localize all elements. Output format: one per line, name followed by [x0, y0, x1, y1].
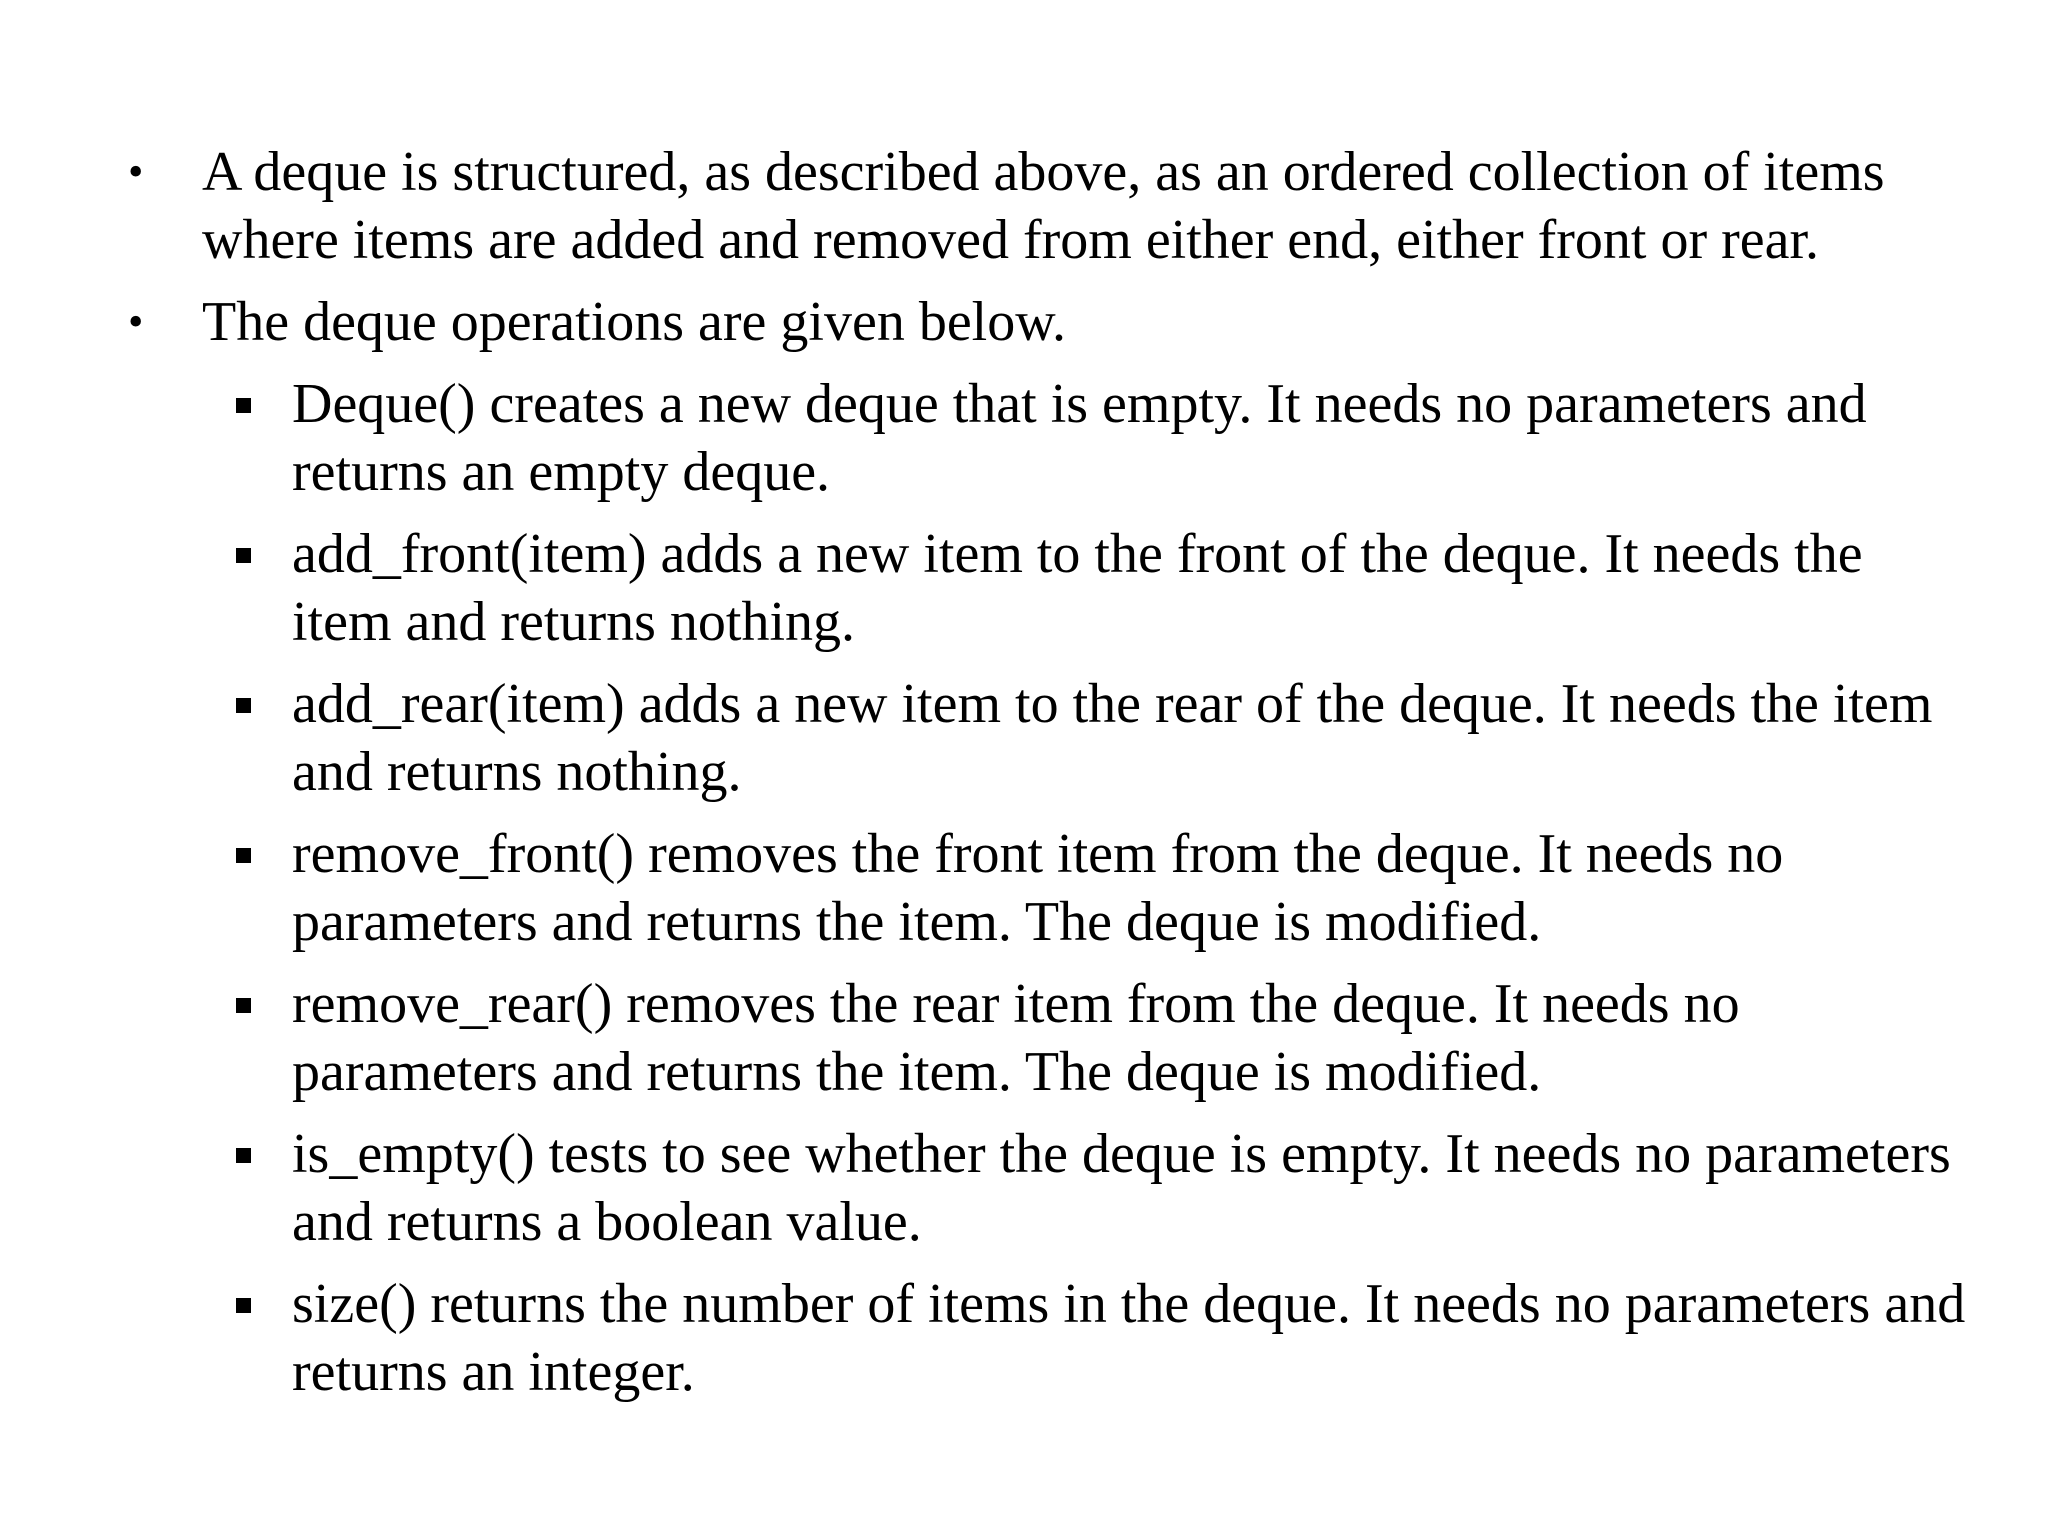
square-bullet-icon	[236, 848, 251, 863]
operation-item-add-front	[0, 520, 1972, 656]
operation-item-remove-rear	[0, 970, 1972, 1106]
operation-text: Deque() creates a new deque that is empty. It needs no parameters and returns an empty deque.	[292, 373, 1867, 503]
bullet-item-operations-intro	[0, 288, 1962, 356]
operation-text: size() returns the number of items in the deque. It needs no parameters and returns an integer.	[292, 1273, 1966, 1403]
square-bullet-icon	[236, 398, 251, 413]
square-bullet-icon	[236, 1298, 251, 1313]
bullet-dot-icon: •	[128, 297, 144, 346]
bullet-item-deque-structure	[0, 138, 1962, 274]
operation-item-is-empty	[0, 1120, 1972, 1256]
operation-item-remove-front	[0, 820, 1972, 956]
bullet-text: The deque operations are given below.	[202, 291, 1067, 353]
operation-text: add_front(item) adds a new item to the front of the deque. It needs the item and returns nothing.	[292, 523, 1863, 653]
bullet-list	[0, 138, 2048, 1420]
operation-item-deque	[0, 370, 1972, 506]
bullet-dot-icon: •	[128, 147, 144, 196]
operation-text: is_empty() tests to see whether the deque is empty. It needs no parameters and returns a boolean value.	[292, 1123, 1951, 1253]
operation-text: remove_front() removes the front item from the deque. It needs no parameters and returns the item. The deque is modified.	[292, 823, 1784, 953]
operation-text: remove_rear() removes the rear item from the deque. It needs no parameters and returns the item. The deque is modified.	[292, 973, 1740, 1103]
square-bullet-icon	[236, 548, 251, 563]
square-bullet-icon	[236, 998, 251, 1013]
operation-text: add_rear(item) adds a new item to the rear of the deque. It needs the item and returns nothing.	[292, 673, 1933, 803]
operation-item-add-rear	[0, 670, 1972, 806]
square-bullet-icon	[236, 698, 251, 713]
bullet-text: A deque is structured, as described above, as an ordered collection of items where items are added and removed from either end, either front or rear.	[202, 141, 1885, 271]
square-bullet-icon	[236, 1148, 251, 1163]
operation-item-size	[0, 1270, 1972, 1406]
